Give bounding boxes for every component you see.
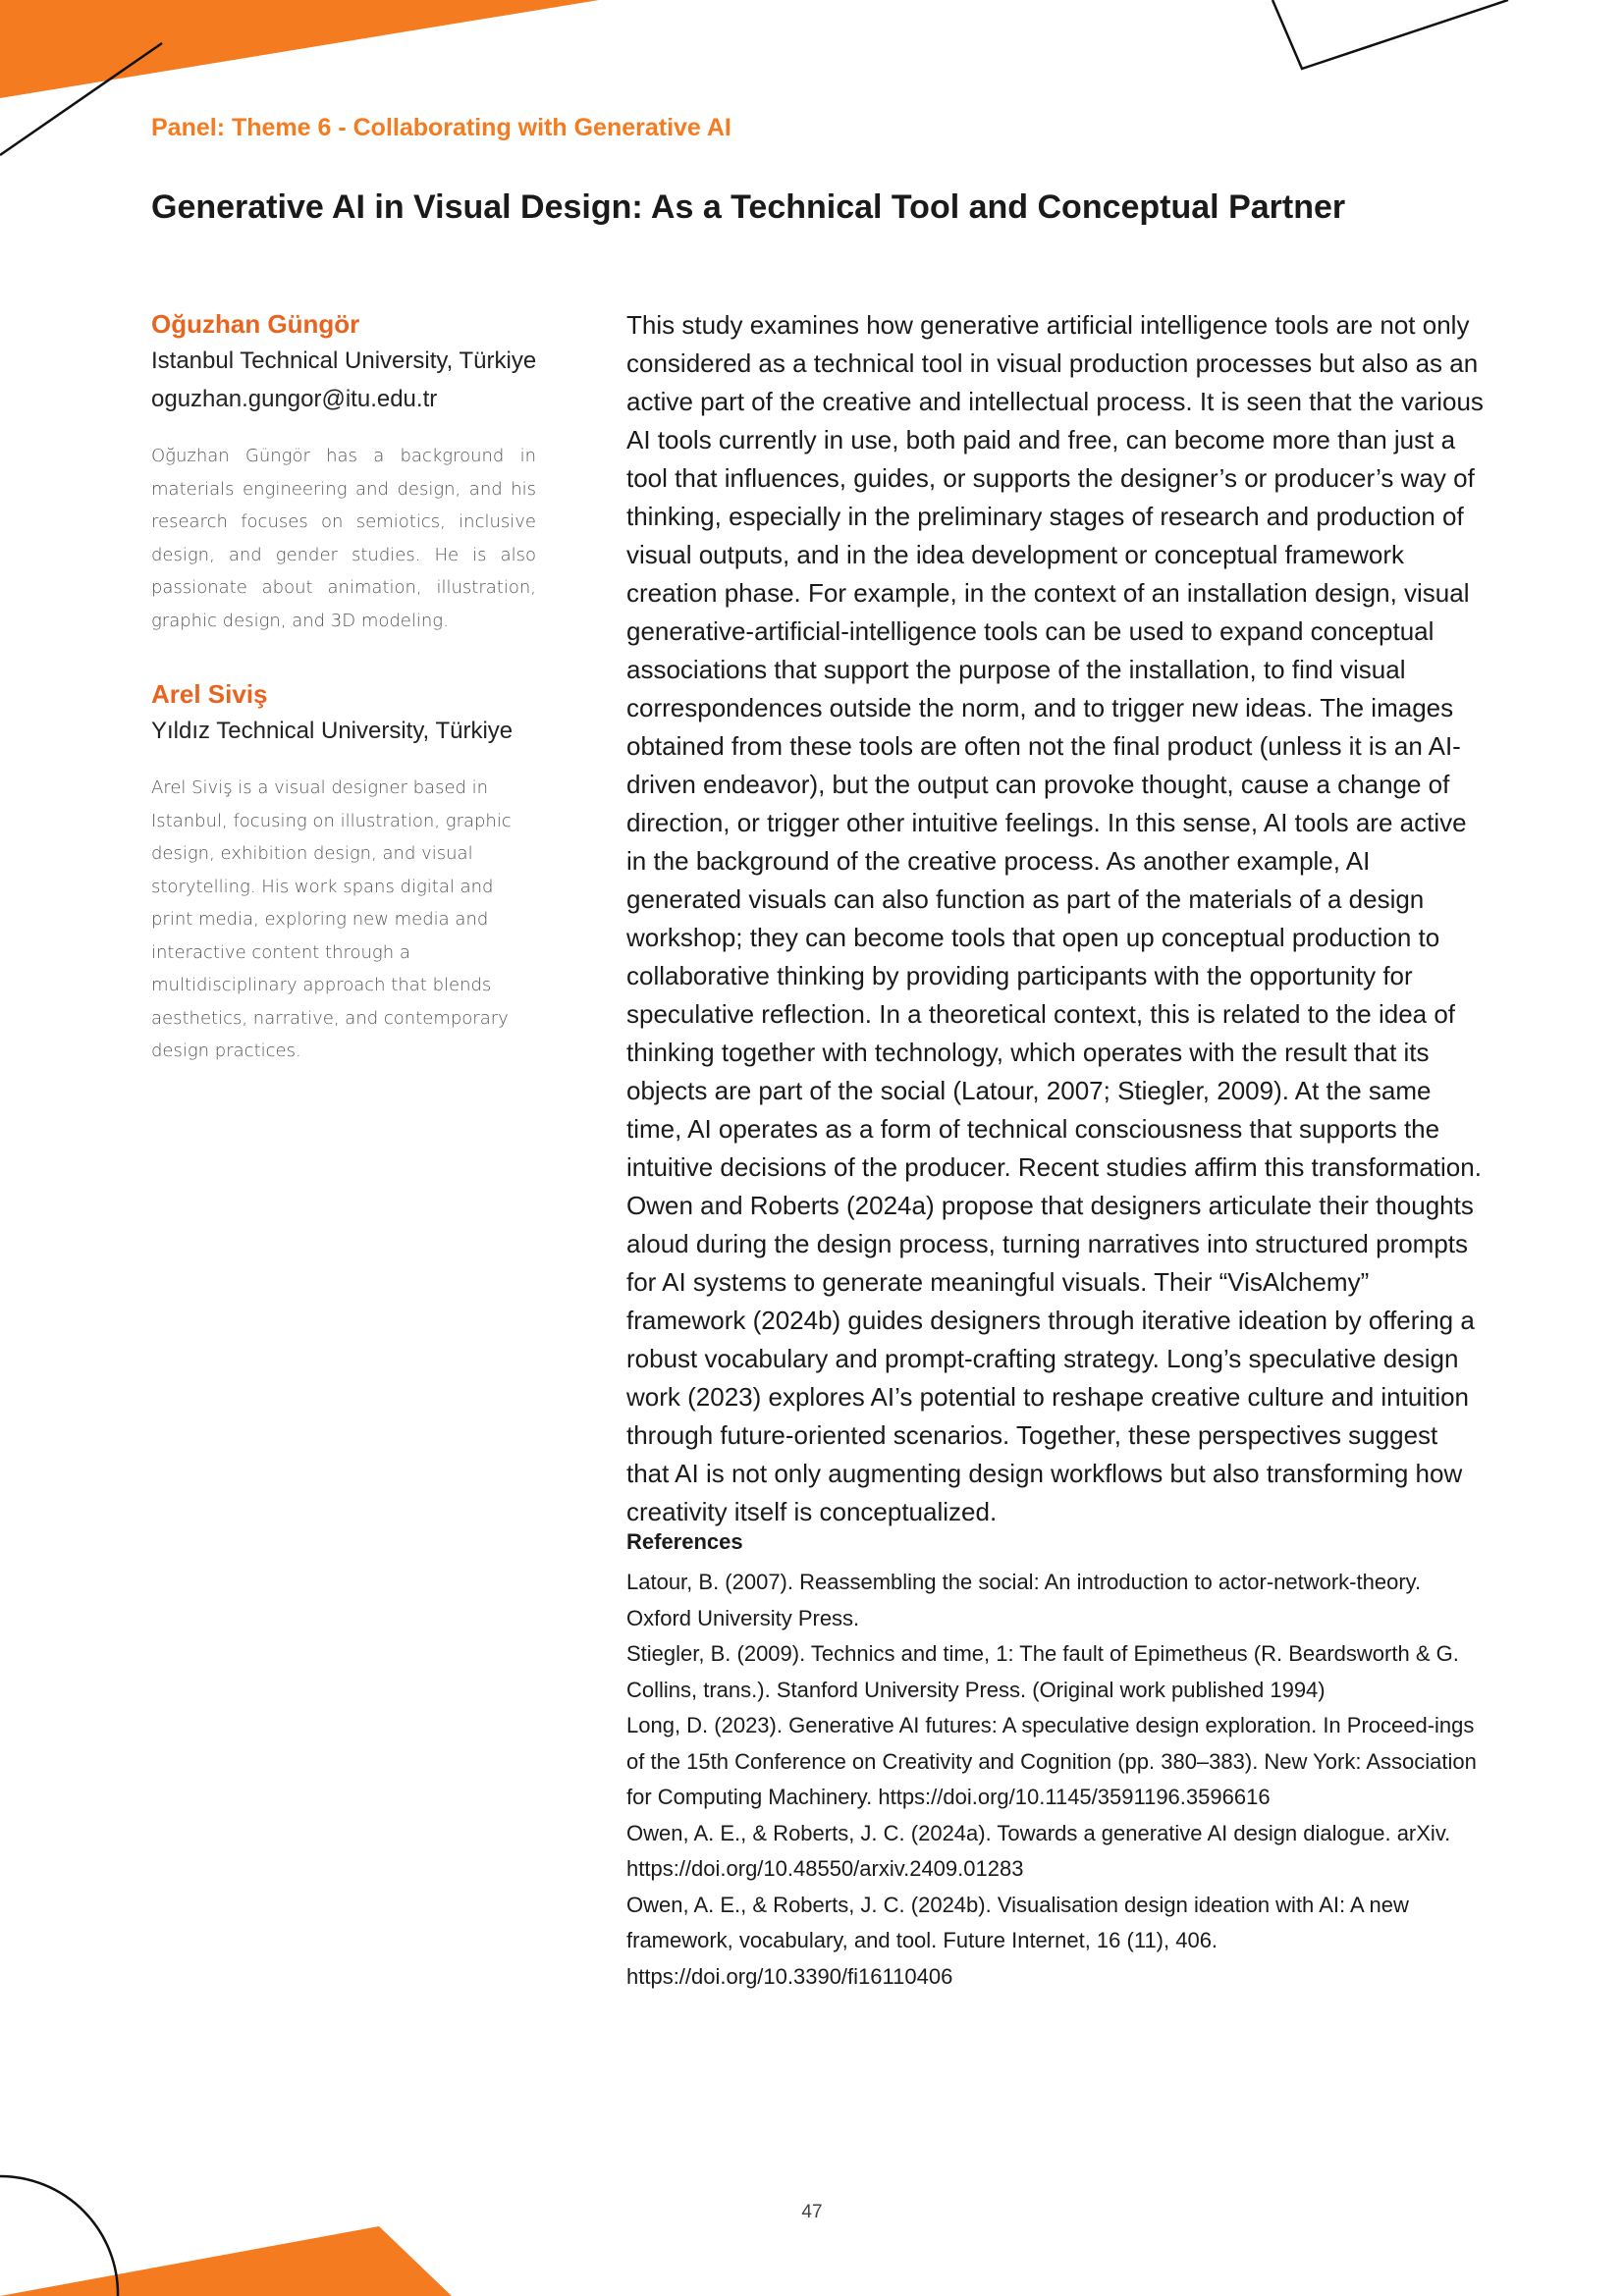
author-name: Oğuzhan Güngör (151, 309, 360, 339)
abstract-text: This study examines how generative artificial intelligence tools are not only considered as a technical tool in visual production processes but also as an active part of the creative and intellectual process. It is seen that the various AI tools currently in use, both paid and free, can become more than just a tool that influences, guides, or supports the designer’s or producer’s way of thinking, especially in the preliminary stages of research and production of visual outputs, and in the idea development or conceptual framework creation phase. For example, in the context of an installation design, visual generative-artificial-intelligence tools can be used to expand conceptual associations that support the purpose of the installation, to find visual correspondences outside the norm, and to trigger new ideas. The images obtained from these tools are often not the final product (unless it is an AI-driven endeavor), but the output can provoke thought, cause a change of direction, or trigger other intuitive feelings. In this sense, AI tools are active in the background of the creative process. As another example, AI generated visuals can also function as part of the materials of a design workshop; they can become tools that open up conceptual production to collaborative thinking by providing participants with the opportunity for speculative reflection. In a theoretical context, this is related to the idea of thinking together with technology, which operates with the result that its objects are part of the social (Latour, 2007; Stiegler, 2009). At the same time, AI operates as a form of technical consciousness that supports the intuitive decisions of the producer. Recent studies affirm this transformation. Owen and Roberts (2024a) propose that designers articulate their thoughts aloud during the design process, turning narratives into structured prompts for AI systems to generate meaningful visuals. Their “VisAlchemy” framework (2024b) guides designers through iterative ideation by offering a robust vocabulary and prompt-crafting strategy. Long’s speculative design work (2023) explores AI’s potential to reshape creative culture and intuition through future-oriented scenarios. Together, these perspectives suggest that AI is not only augmenting design workflows but also transforming how creativity itself is conceptualized. (626, 310, 1484, 1526)
author-name: Arel Siviş (151, 679, 268, 709)
reference-item: Latour, B. (2007). Reassembling the social: An introduction to actor-network-theory. Oxford University Press. (626, 1570, 1422, 1630)
paper-title: Generative AI in Visual Design: As a Technical Tool and Conceptual Partner (151, 188, 1346, 226)
references-list (626, 1565, 1490, 1995)
author-bio: Oğuzhan Güngör has a background in materials engineering and design, and his research focuses on semiotics, inclusive design, and gender studies. He is also passionate about animation, illustration, graphic design, and 3D modeling. (151, 446, 536, 631)
page-number: 47 (801, 2202, 823, 2222)
author-affiliation: Yıldız Technical University, Türkiye (151, 718, 514, 744)
reference-item: Long, D. (2023). Generative AI futures: A speculative design exploration. In Proceed-ings of the 15th Conference on Creativity and Cognition (pp. 380–383). New York: Association for Computing Machinery. https://doi.org/10.1145/3591196.3596616 (626, 1713, 1477, 1809)
author-block (151, 676, 536, 1068)
top-right-line-shape (1272, 0, 1508, 69)
author-affiliation: Istanbul Technical University, Türkiye (151, 347, 537, 374)
author-bio: Arel Siviş is a visual designer based in Istanbul, focusing on illustration, graphic design, exhibition design, and visual storytelling. His work spans digital and print media, exploring new media and interactive content through a multidisciplinary approach that blends aesthetics, narrative, and contemporary design practices. (151, 777, 512, 1061)
author-column (151, 306, 536, 1068)
reference-item: Owen, A. E., & Roberts, J. C. (2024a). Towards a generative AI design dialogue. arXiv. https://doi.org/10.48550/arxiv.2409.01283 (626, 1820, 1451, 1881)
top-orange-band (0, 0, 599, 98)
reference-item: Owen, A. E., & Roberts, J. C. (2024b). Visualisation design ideation with AI: A new framework, vocabulary, and tool. Future Internet, 16 (11), 406. https://doi.org/10.3390/fi16110406 (626, 1892, 1409, 1989)
author-block (151, 306, 536, 637)
bottom-orange-band (0, 2226, 452, 2296)
panel-label: Panel: Theme 6 - Collaborating with Generative AI (151, 114, 731, 141)
reference-item: Stiegler, B. (2009). Technics and time, 1: The fault of Epimetheus (R. Beardsworth & G. Collins, trans.). Stanford University Press. (Original work published 1994) (626, 1641, 1459, 1702)
references-heading: References (626, 1529, 743, 1554)
author-email: oguzhan.gungor@itu.edu.tr (151, 386, 438, 412)
